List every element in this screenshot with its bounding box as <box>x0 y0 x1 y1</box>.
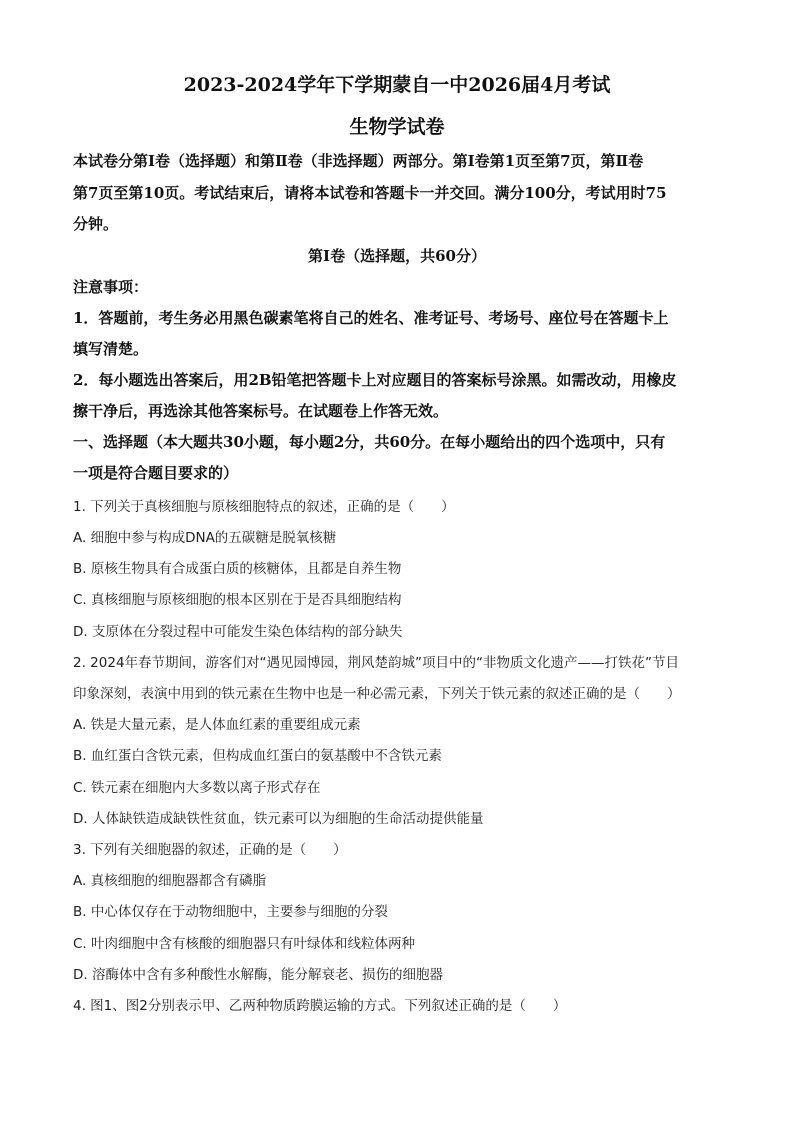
notice-line: 1．答题前，考生务必用黑色碳素笔将自己的姓名、准考证号、考场号、座位号在答题卡上 <box>73 309 669 327</box>
question-option: C. 叶肉细胞中含有核酸的细胞器只有叶绿体和线粒体两种 <box>73 936 416 952</box>
intro-line: 本试卷分第Ⅰ卷（选择题）和第Ⅱ卷（非选择题）两部分。第Ⅰ卷第1页至第7页，第Ⅱ卷 <box>73 152 644 170</box>
question-option: C. 铁元素在细胞内大多数以离子形式存在 <box>73 780 321 796</box>
part-heading: 一项是符合题目要求的） <box>73 464 239 482</box>
part-heading: 一、选择题（本大题共30小题，每小题2分，共60分。在每小题给出的四个选项中，只有 <box>73 433 666 451</box>
question-option: B. 原核生物具有合成蛋白质的核糖体，且都是自养生物 <box>73 561 402 577</box>
notice-line: 2．每小题选出答案后，用2B铅笔把答题卡上对应题目的答案标号涂黑。如需改动，用橡皮 <box>73 371 677 389</box>
question-option: D. 溶酶体中含有多种酸性水解酶，能分解衰老、损伤的细胞器 <box>73 967 443 983</box>
question-option: D. 支原体在分裂过程中可能发生染色体结构的部分缺失 <box>73 624 403 640</box>
notice-line: 填写清楚。 <box>73 340 149 358</box>
question-option: A. 铁是大量元素，是人体血红素的重要组成元素 <box>73 717 361 733</box>
intro-line: 分钟。 <box>73 215 119 233</box>
question-option: A. 细胞中参与构成DNA的五碳糖是脱氧核糖 <box>73 530 337 546</box>
question-option: A. 真核细胞的细胞器都含有磷脂 <box>73 873 267 889</box>
question-option: B. 血红蛋白含铁元素，但构成血红蛋白的氨基酸中不含铁元素 <box>73 748 442 764</box>
question-option: B. 中心体仅存在于动物细胞中，主要参与细胞的分裂 <box>73 904 388 920</box>
question-stem: 1. 下列关于真核细胞与原核细胞特点的叙述，正确的是（ ） <box>73 499 455 515</box>
section-title: 第Ⅰ卷（选择题，共60分） <box>308 247 486 265</box>
question-stem: 3. 下列有关细胞器的叙述，正确的是（ ） <box>73 842 347 858</box>
question-option: C. 真核细胞与原核细胞的根本区别在于是否具细胞结构 <box>73 592 402 608</box>
question-stem: 印象深刻，表演中用到的铁元素在生物中也是一种必需元素，下列关于铁元素的叙述正确的是（ ） <box>73 686 681 702</box>
question-stem: 2. 2024年春节期间，游客们对“遇见园博园，荆风楚韵城”项目中的“非物质文化遗产——打铁花”节目 <box>73 655 680 671</box>
exam-subtitle: 生物学试卷 <box>349 116 445 138</box>
question-stem: 4. 图1、图2分别表示甲、乙两种物质跨膜运输的方式。下列叙述正确的是（ ） <box>73 998 567 1014</box>
notice-heading: 注意事项： <box>73 278 149 296</box>
notice-line: 擦干净后，再选涂其他答案标号。在试题卷上作答无效。 <box>73 402 449 420</box>
exam-title: 2023-2024学年下学期蒙自一中2026届4月考试 <box>183 74 611 96</box>
question-option: D. 人体缺铁造成缺铁性贫血，铁元素可以为细胞的生命活动提供能量 <box>73 811 484 827</box>
intro-line: 第7页至第10页。考试结束后，请将本试卷和答题卡一并交回。满分100分，考试用时75 <box>73 184 667 202</box>
